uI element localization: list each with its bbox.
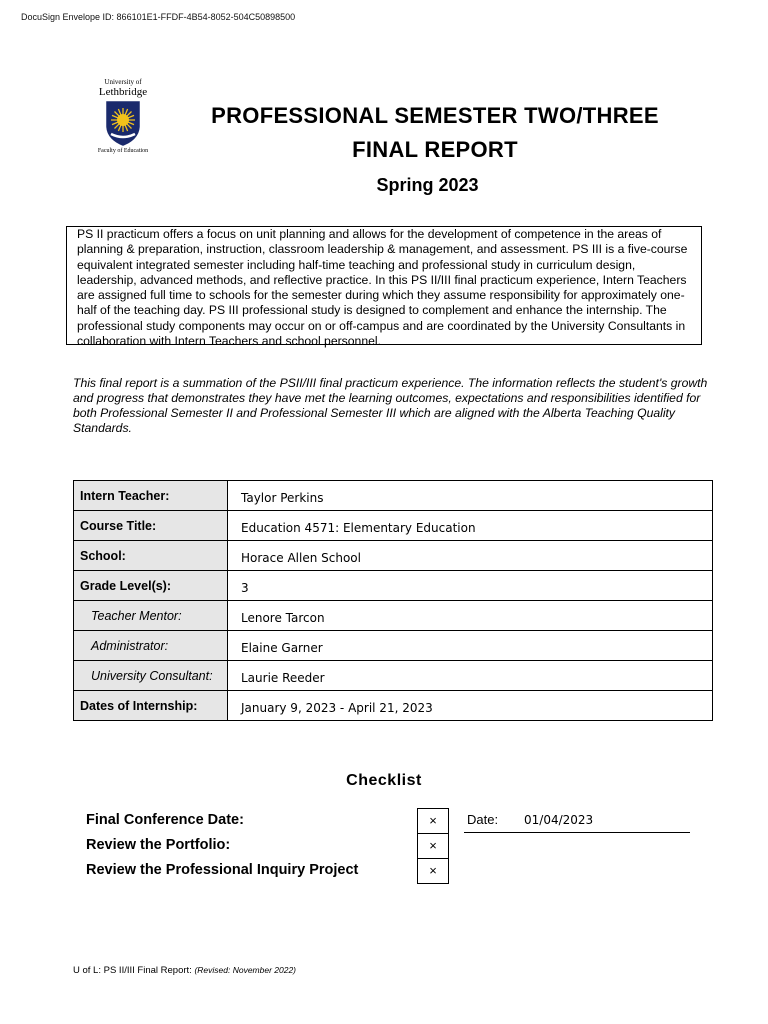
date-label: Date: [467, 812, 499, 827]
page-title-line1: PROFESSIONAL SEMESTER TWO/THREE [211, 103, 659, 128]
logo-university-of: University of [104, 78, 142, 86]
course-title-value: Education 4571: Elementary Education [228, 511, 713, 541]
page-footer [73, 965, 296, 976]
checklist-item-final-conference: Final Conference Date: [86, 812, 244, 828]
logo-university-name: Lethbridge [98, 86, 148, 98]
university-consultant-value: Laurie Reeder [228, 661, 713, 691]
university-consultant-label: University Consultant: [74, 661, 228, 691]
intern-info-table [73, 480, 713, 721]
checkbox-review-portfolio[interactable]: × [417, 833, 449, 859]
page-subtitle: Spring 2023 [376, 175, 479, 195]
checkbox-final-conference[interactable]: × [417, 808, 449, 834]
university-logo [92, 79, 154, 154]
teacher-mentor-label: Teacher Mentor: [74, 601, 228, 631]
table-row [74, 511, 713, 541]
dates-of-internship-label: Dates of Internship: [74, 691, 228, 721]
intro-paragraph-box: PS II practicum offers a focus on unit planning and allows for the development of competence in the areas of planning & preparation, instruction, classroom leadership & management, and assessment. PS III is a five-course equivalent integrated semester including half-time teaching and professional study in curriculum design, leadership, advanced methods, and reflective practice. In this PS II/III final practicum experience, Intern Teachers are assigned full time to schools for the semester during which they assume responsibility for approximately one-half of the teaching day. PS III professional study is designed to complement and enhance the internship. The professional study components may occur on or off-campus and are coordinated by the University Consultants in collaboration with Intern Teachers and school personnel. [66, 226, 702, 345]
checklist-heading: Checklist [346, 772, 422, 789]
intern-teacher-label: Intern Teacher: [74, 481, 228, 511]
table-row [74, 691, 713, 721]
footer-text: U of L: PS II/III Final Report: [73, 965, 192, 976]
teacher-mentor-value: Lenore Tarcon [228, 601, 713, 631]
administrator-value: Elaine Garner [228, 631, 713, 661]
table-row [74, 541, 713, 571]
dates-of-internship-value: January 9, 2023 - April 21, 2023 [228, 691, 713, 721]
grade-level-label: Grade Level(s): [74, 571, 228, 601]
table-row [74, 661, 713, 691]
date-underline [464, 832, 690, 833]
docusign-envelope-id: DocuSign Envelope ID: 866101E1-FFDF-4B54-8052-504C50898500 [21, 12, 296, 22]
table-row [74, 601, 713, 631]
footer-revised: (Revised: November 2022) [194, 965, 297, 975]
checklist-item-review-portfolio: Review the Portfolio: [86, 837, 231, 853]
school-label: School: [74, 541, 228, 571]
grade-level-value: 3 [228, 571, 713, 601]
date-value: 01/04/2023 [524, 813, 594, 827]
checkbox-review-inquiry-project[interactable]: × [417, 858, 449, 884]
intern-teacher-value: Taylor Perkins [228, 481, 713, 511]
page-title-line2: FINAL REPORT [352, 137, 518, 162]
course-title-label: Course Title: [74, 511, 228, 541]
summary-paragraph: This final report is a summation of the PSII/III final practicum experience. The information reflects the student's growth and progress that demonstrates they have met the learning outcomes, expectations and responsibilities identified for both Professional Semester II and Professional Semester III which are aligned with the Alberta Teaching Quality Standards. [73, 376, 708, 435]
table-row [74, 571, 713, 601]
school-value: Horace Allen School [228, 541, 713, 571]
checklist-item-review-inquiry-project: Review the Professional Inquiry Project [86, 862, 359, 878]
table-row [74, 481, 713, 511]
shield-icon [105, 100, 141, 146]
administrator-label: Administrator: [74, 631, 228, 661]
table-row [74, 631, 713, 661]
logo-faculty: Faculty of Education [97, 148, 149, 154]
